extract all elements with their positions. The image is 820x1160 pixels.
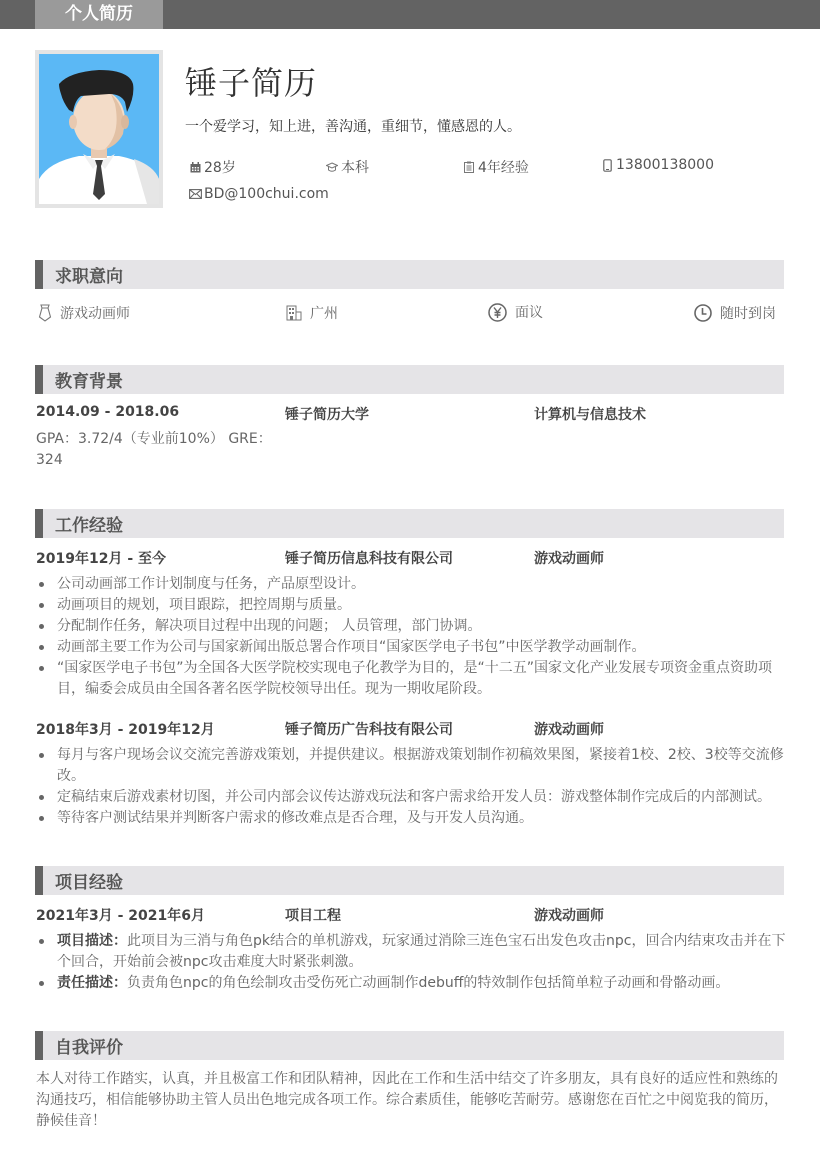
clipboard-icon bbox=[462, 160, 476, 174]
clock-icon bbox=[694, 304, 712, 322]
intent-availability-text: 随时到岗 bbox=[720, 306, 776, 322]
work-period: 2018年3月 - 2019年12月 bbox=[36, 722, 215, 738]
mobile-phone-icon bbox=[600, 158, 614, 172]
intent-availability bbox=[694, 303, 776, 323]
project-name: 项目工程 bbox=[285, 908, 341, 924]
info-email-text[interactable]: BD@100chui.com bbox=[204, 186, 329, 202]
list-item bbox=[36, 931, 786, 973]
calendar-icon bbox=[188, 160, 202, 174]
section-title: 工作经验 bbox=[55, 516, 123, 536]
info-phone bbox=[600, 157, 714, 173]
work-role: 游戏动画师 bbox=[534, 551, 604, 567]
list-item: 动画项目的规划，项目跟踪，把控周期与质量。 bbox=[36, 595, 786, 616]
intent-city-text: 广州 bbox=[310, 306, 338, 322]
section-title: 自我评价 bbox=[55, 1038, 123, 1058]
info-experience bbox=[462, 157, 529, 177]
bullet-text: 此项目为三消与角色pk结合的单机游戏，玩家通过消除三连色宝石出发色攻击npc，回合内结束攻击并在下个回合，开始前会被npc攻击难度大时紧张刺激。 bbox=[57, 933, 786, 970]
intent-salary-text: 面议 bbox=[515, 305, 543, 321]
avatar-illustration-icon bbox=[39, 54, 159, 204]
work-duties-list bbox=[36, 574, 786, 700]
info-age-text: 28岁 bbox=[204, 160, 236, 176]
project-details-list bbox=[36, 931, 786, 994]
list-item: 等待客户测试结果并判断客户需求的修改难点是否合理，及与开发人员沟通。 bbox=[36, 808, 786, 829]
intent-position bbox=[38, 303, 130, 323]
list-item: 动画部主要工作为公司与国家新闻出版总署合作项目“国家医学电子书包”中医学教学动画制作。 bbox=[36, 637, 786, 658]
list-item: 每月与客户现场会议交流完善游戏策划，并提供建议。根据游戏策划制作初稿效果图，紧接着1校、2校、3校等交流修改。 bbox=[36, 745, 786, 787]
work-period: 2019年12月 - 至今 bbox=[36, 551, 167, 567]
info-phone-text[interactable]: 13800138000 bbox=[616, 157, 714, 173]
info-experience-text: 4年经验 bbox=[478, 160, 529, 176]
envelope-icon bbox=[188, 187, 202, 201]
tie-icon bbox=[38, 304, 52, 322]
self-eval-text: 本人对待工作踏实，认真，并且极富工作和团队精神，因此在工作和生活中结交了许多朋友，具有良好的适应性和熟练的沟通技巧，相信能够协助主管人员出色地完成各项工作。综合素质佳，能够吃苦耐劳。感谢您在百忙之中阅览我的简历，静候佳音！ bbox=[36, 1071, 778, 1129]
section-title: 教育背景 bbox=[55, 372, 123, 392]
work-role: 游戏动画师 bbox=[534, 722, 604, 738]
intent-position-text: 游戏动画师 bbox=[60, 306, 130, 322]
section-header-projects bbox=[35, 866, 784, 895]
list-item bbox=[36, 973, 786, 994]
resume-tab: 个人简历 bbox=[35, 0, 163, 29]
candidate-motto: 一个爱学习，知上进，善沟通，重细节，懂感恩的人。 bbox=[185, 119, 521, 135]
intent-city bbox=[286, 303, 338, 323]
project-role: 游戏动画师 bbox=[534, 908, 604, 924]
education-period: 2014.09 - 2018.06 bbox=[36, 404, 180, 420]
list-item: 定稿结束后游戏素材切图，并公司内部会议传达游戏玩法和客户需求给开发人员：游戏整体制作完成后的内部测试。 bbox=[36, 787, 786, 808]
bullet-label: 责任描述： bbox=[57, 975, 127, 991]
section-header-education bbox=[35, 365, 784, 394]
education-detail-line1: GPA：3.72/4（专业前10%） GRE： bbox=[36, 431, 272, 447]
list-item: 公司动画部工作计划制度与任务，产品原型设计。 bbox=[36, 574, 786, 595]
intent-salary bbox=[488, 302, 543, 322]
graduation-cap-icon bbox=[325, 160, 339, 174]
education-school: 锤子简历大学 bbox=[285, 407, 369, 423]
education-detail-line2: 324 bbox=[36, 452, 63, 468]
work-duties-list bbox=[36, 745, 786, 829]
bullet-text: 负责角色npc的角色绘制攻击受伤死亡动画制作debuff的特效制作包括简单粒子动画和骨骼动画。 bbox=[127, 975, 730, 991]
building-icon bbox=[286, 305, 302, 321]
yen-circle-icon bbox=[488, 303, 507, 322]
list-item: 分配制作任务，解决项目过程中出现的问题； 人员管理，部门协调。 bbox=[36, 616, 786, 637]
info-degree-text: 本科 bbox=[341, 160, 369, 176]
info-age bbox=[188, 157, 236, 177]
list-item: “国家医学电子书包”为全国各大医学院校实现电子化教学为目的，是“十二五”国家文化产业发展专项资金重点资助项目，编委会成员由全国各著名医学院校领导出任。现为一期收尾阶段。 bbox=[36, 658, 786, 700]
education-major: 计算机与信息技术 bbox=[534, 407, 646, 423]
candidate-name: 锤子简历 bbox=[185, 64, 318, 102]
section-title: 求职意向 bbox=[55, 267, 123, 287]
avatar bbox=[35, 50, 163, 208]
work-company: 锤子简历信息科技有限公司 bbox=[285, 551, 453, 567]
bullet-label: 项目描述： bbox=[57, 933, 127, 949]
top-bar bbox=[0, 0, 820, 29]
work-company: 锤子简历广告科技有限公司 bbox=[285, 722, 453, 738]
info-email bbox=[188, 186, 329, 202]
section-header-self-eval bbox=[35, 1031, 784, 1060]
section-header-intent bbox=[35, 260, 784, 289]
project-period: 2021年3月 - 2021年6月 bbox=[36, 908, 205, 924]
section-title: 项目经验 bbox=[55, 873, 123, 893]
section-header-work bbox=[35, 509, 784, 538]
info-degree bbox=[325, 157, 369, 177]
